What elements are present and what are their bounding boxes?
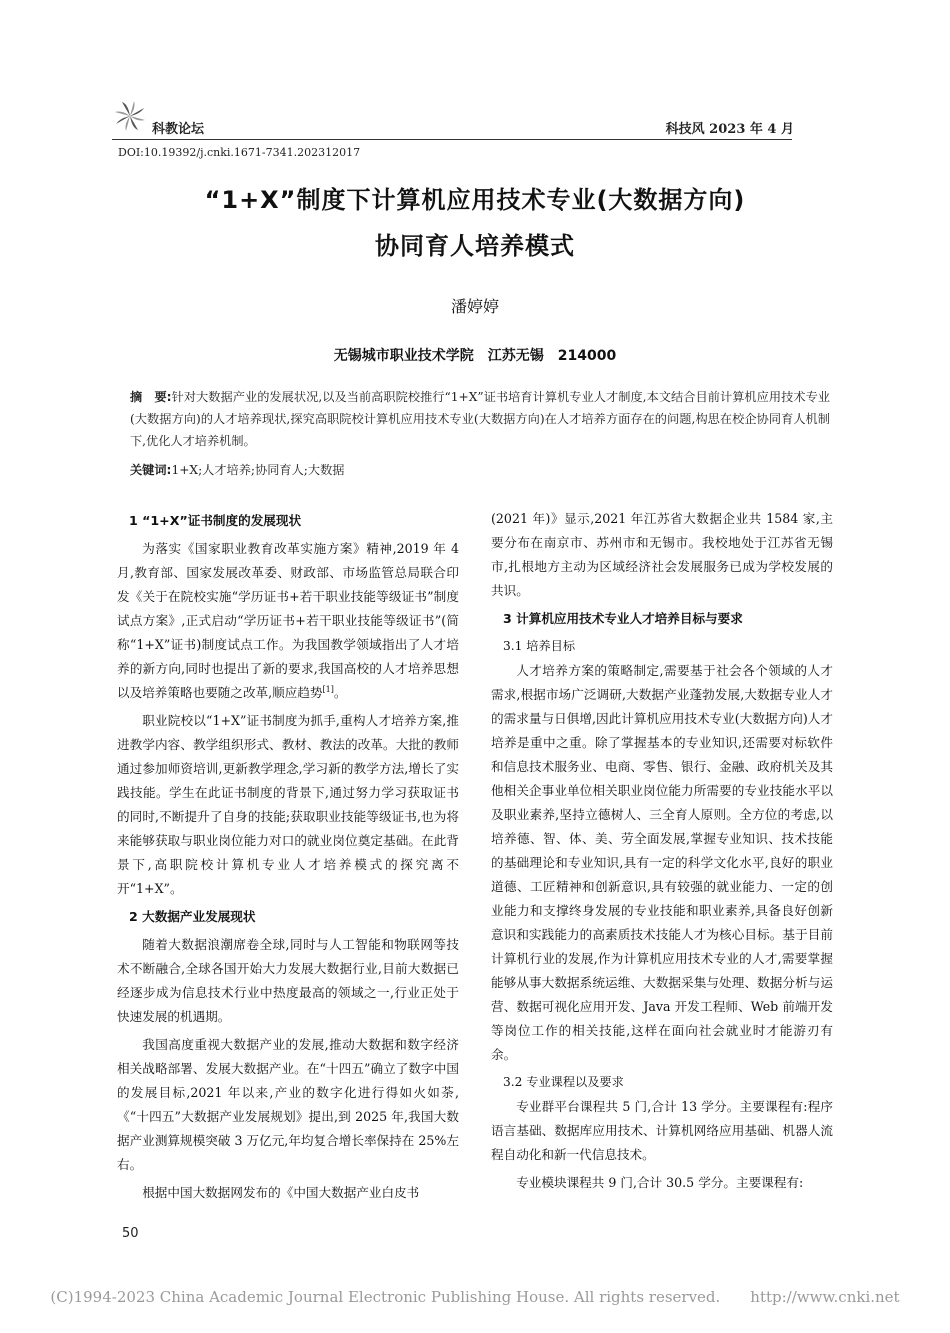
header-divider: [112, 139, 792, 140]
doi: DOI:10.19392/j.cnki.1671-7341.202312017: [118, 146, 361, 159]
paragraph: [117, 537, 459, 705]
section-heading-3: 3 计算机应用技术专业人才培养目标与要求: [503, 611, 743, 626]
paragraph: (2021 年)》显示,2021 年江苏省大数据企业共 1584 家,主要分布在南京市、苏州市和无锡市。我校地处于江苏省无锡市,扎根地方主动为区域经济社会发展服务已成为学校发展的共识。: [491, 511, 833, 598]
section-heading-1: 1 “1+X”证书制度的发展现状: [129, 513, 302, 528]
abstract: [130, 386, 830, 452]
paragraph: 随着大数据浪潮席卷全球,同时与人工智能和物联网等技术不断融合,全球各国开始大力发展大数据行业,目前大数据已经逐步成为信息技术行业中热度最高的领域之一,行业正处于快速发展的机遇期。: [117, 937, 459, 1024]
paragraph: 职业院校以“1+X”证书制度为抓手,重构人才培养方案,推进教学内容、教学组织形式、教材、教法的改革。大批的教师通过参加师资培训,更新教学理念,学习新的教学方法,增长了实践技能。学生在此证书制度的背景下,通过努力学习获取证书的同时,不断提升了自身的技能;获取职业技能等级证书,也为将来能够获取与职业岗位能力对口的就业岗位奠定基础。在此背景下,高职院校计算机专业人才培养模式的探究离不开“1+X”。: [117, 713, 459, 896]
abstract-text: 针对大数据产业的发展状况,以及当前高职院校推行“1+X”证书培育计算机专业人才制度,本文结合目前计算机应用技术专业(大数据方向)的人才培养现状,探究高职院校计算机应用技术专业(大数据方向)在人才培养方面存在的问题,构思在校企协同育人机制下,优化人才培养机制。: [130, 390, 830, 448]
keywords: [130, 459, 830, 481]
paragraph: 根据中国大数据网发布的《中国大数据产业白皮书: [142, 1185, 420, 1200]
affiliation: 无锡城市职业技术学院 江苏无锡 214000: [333, 348, 617, 364]
paragraph: 专业模块课程共 9 门,合计 30.5 学分。主要课程有:: [516, 1175, 804, 1190]
paragraph-text: 为落实《国家职业教育改革实施方案》精神,2019 年 4 月,教育部、国家发展改革委、财政部、市场监管总局联合印发《关于在院校实施“学历证书+若干职业技能等级证书”制度试点方案》,正式启动“学历证书+若干职业技能等级证书”(简称“1+X”证书)制度试点工作。为我国教学领域指出了人才培养的新方向,同时也提出了新的要求,我国高校的人才培养思想以及培养策略也要随之改革,顺应趋势: [117, 541, 459, 700]
subsection-heading-3-1: 3.1 培养目标: [503, 639, 576, 653]
paragraph: 我国高度重视大数据产业的发展,推动大数据和数字经济相关战略部署、发展大数据产业。在“十四五”确立了数字中国的发展目标,2021 年以来,产业的数字化进行得如火如荼,《“十四五”大数据产业发展规划》提出,到 2025 年,我国大数据产业测算规模突破 3 万亿元,年均复合增长率保持在 25%左右。: [117, 1037, 459, 1172]
section-heading-2: 2 大数据产业发展现状: [129, 909, 256, 924]
right-column: [491, 507, 833, 1199]
abstract-label: 摘 要:: [130, 390, 172, 404]
paragraph: 人才培养方案的策略制定,需要基于社会各个领域的人才需求,根据市场广泛调研,大数据产业蓬勃发展,大数据专业人才的需求量与日俱增,因此计算机应用技术专业(大数据方向)人才培养是重中之重。除了掌握基本的专业知识,还需要对标软件和信息技术服务业、电商、零售、银行、金融、政府机关及其他相关企事业单位相关职业岗位能力所需要的专业技能水平以及职业素养,坚持立德树人、三全育人原则。全方位的考虑,以培养德、智、体、美、劳全面发展,掌握专业知识、技术技能的基础理论和专业知识,具有一定的科学文化水平,良好的职业道德、工匠精神和创新意识,具有较强的就业能力、一定的创业能力和支撑终身发展的专业技能和职业素养,具备良好创新意识和实践能力的高素质技术技能人才为核心目标。基于目前计算机行业的发展,作为计算机应用技术专业的人才,需要掌握能够从事大数据系统运维、大数据采集与处理、数据分析与运营、数据可视化应用开发、Java 开发工程师、Web 前端开发等岗位工作的相关技能,这样在面向社会就业时才能游刃有余。: [491, 663, 833, 1062]
keywords-text: 1+X;人才培养;协同育人;大数据: [171, 463, 345, 477]
paper-title-line-2: 协同育人培养模式: [375, 232, 575, 260]
journal-issue-label: 科技风 2023 年 4 月: [665, 122, 794, 137]
keywords-label: 关键词:: [130, 463, 172, 477]
paper-title-line-1: “1+X”制度下计算机应用技术专业(大数据方向): [204, 186, 746, 214]
journal-section-label: 科教论坛: [152, 122, 205, 137]
journal-logo-icon: [112, 98, 148, 134]
paragraph: 专业群平台课程共 5 门,合计 13 学分。主要课程有:程序语言基础、数据库应用技术、计算机网络应用基础、机器人流程自动化和新一代信息技术。: [491, 1099, 833, 1162]
copyright-footer: (C)1994-2023 China Academic Journal Electronic Publishing House. All rights reserved. http://www.cnki.net: [50, 1288, 900, 1306]
citation-ref[interactable]: [1]: [322, 684, 334, 694]
left-column: [117, 507, 459, 1209]
author: 潘婷婷: [450, 297, 499, 316]
subsection-heading-3-2: 3.2 专业课程以及要求: [503, 1075, 624, 1089]
paragraph-end: 。: [333, 685, 347, 700]
page-number: 50: [122, 1226, 139, 1241]
